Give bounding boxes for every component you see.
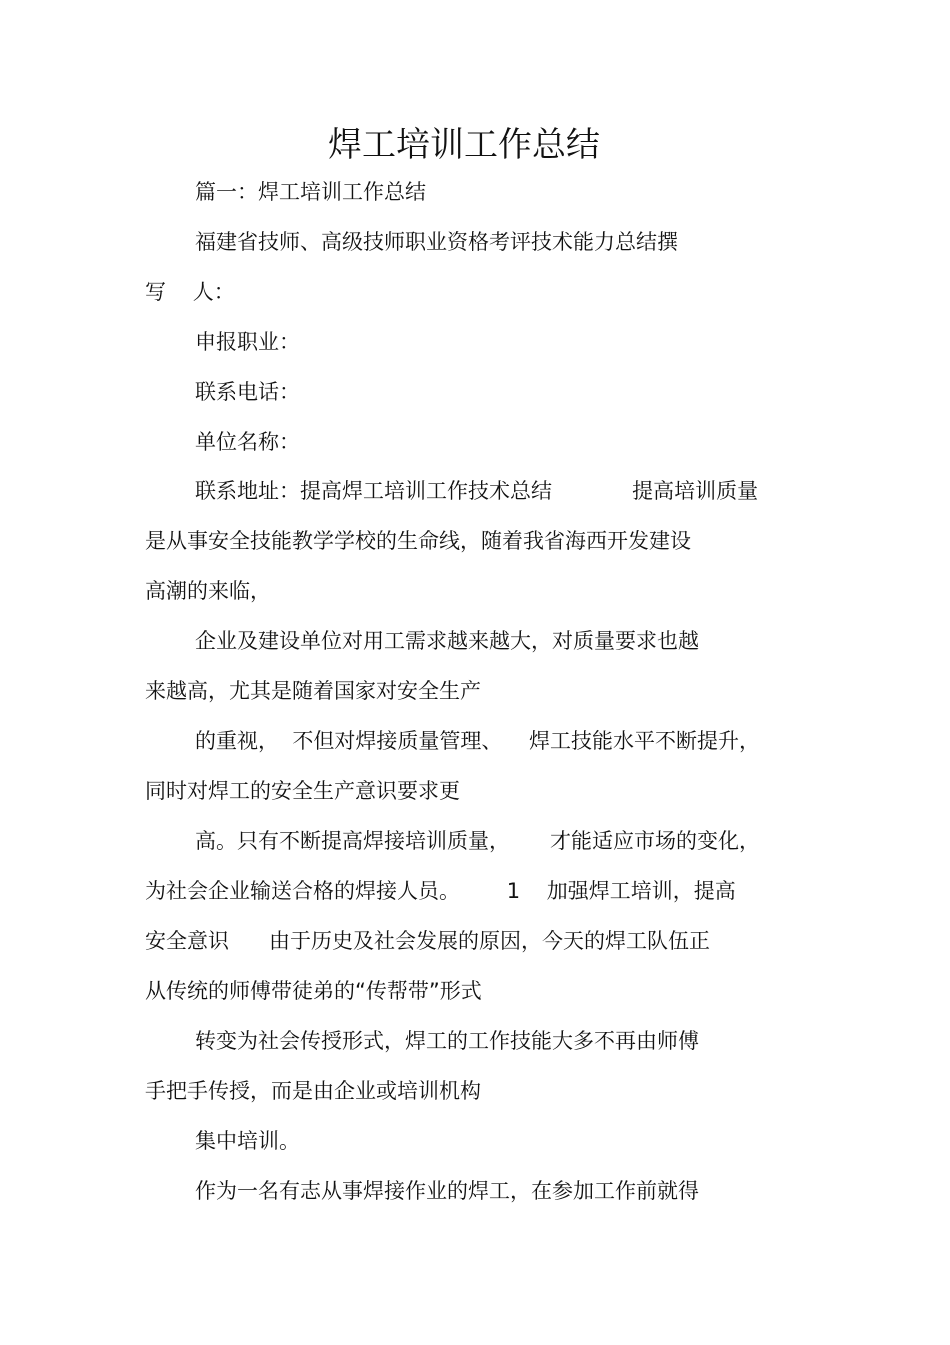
text-line-17: 从传统的师傅带徒弟的“传帮带”形式 xyxy=(145,979,482,1003)
document-title: 焊工培训工作总结 xyxy=(328,125,600,165)
text-line-8: 是从事安全技能教学学校的生命线，随着我省海西开发建设 xyxy=(145,529,691,553)
text-line-7: 联系地址：提高焊工培训工作技术总结 提高培训质量 xyxy=(195,479,759,503)
text-line-9: 高潮的来临， xyxy=(145,579,271,603)
text-line-19: 手把手传授，而是由企业或培训机构 xyxy=(145,1079,481,1103)
text-line-2: 福建省技师、高级技师职业资格考评技术能力总结撰 xyxy=(195,230,678,254)
text-line-1: 篇一：焊工培训工作总结 xyxy=(195,180,426,204)
text-line-6: 单位名称： xyxy=(195,430,300,454)
text-line-13: 同时对焊工的安全生产意识要求更 xyxy=(145,779,460,803)
text-line-18: 转变为社会传授形式，焊工的工作技能大多不再由师傅 xyxy=(195,1029,699,1053)
text-line-4: 申报职业： xyxy=(195,330,300,354)
text-line-12: 的重视， 不但对焊接质量管理、 焊工技能水平不断提升， xyxy=(195,729,761,753)
text-line-5: 联系电话： xyxy=(195,380,300,404)
text-line-20: 集中培训。 xyxy=(195,1129,300,1153)
text-line-14: 高。只有不断提高焊接培训质量， 才能适应市场的变化， xyxy=(195,829,761,853)
text-line-16: 安全意识 由于历史及社会发展的原因，今天的焊工队伍正 xyxy=(145,929,711,953)
text-line-3: 写 人： xyxy=(145,280,235,304)
text-line-15: 为社会企业输送合格的焊接人员。 1 加强焊工培训，提高 xyxy=(145,879,736,903)
text-line-10: 企业及建设单位对用工需求越来越大，对质量要求也越 xyxy=(195,629,699,653)
text-line-21: 作为一名有志从事焊接作业的焊工，在参加工作前就得 xyxy=(195,1179,699,1203)
text-line-11: 来越高，尤其是随着国家对安全生产 xyxy=(145,679,481,703)
